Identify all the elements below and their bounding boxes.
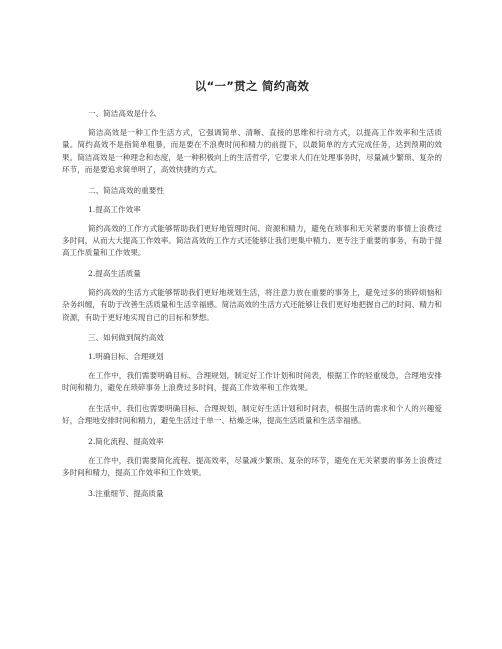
document-title: 以“一”贯之 简约高效 <box>194 79 310 93</box>
paragraph-life-quality: 简约高效的生活方式能够帮助我们更好地规划生活，将注意力放在重要的事务上，避免过多的琐碎烦恼和杂务纠缠，有助于改善生活质量和生活幸福感。简洁高效的生活方式还能够让我们更好地把握自己的时间、精力和资源，有助于更好地实现自己的目标和梦想。 <box>62 287 442 322</box>
paragraph-simplify-process: 在工作中，我们需要简化流程、提高效率，尽量减少繁琐、复杂的环节，避免在无关紧要的事务上浪费过多时间和精力，提高工作效率和工作效果。 <box>62 455 442 478</box>
subheading-details-quality: 3.注重细节、提高质量 <box>88 488 164 498</box>
section-heading-importance: 二、简洁高效的重要性 <box>88 185 164 195</box>
paragraph-work-efficiency: 简约高效的工作方式能够帮助我们更好地管理时间、资源和精力，避免在琐事和无关紧要的事情上浪费过多时间，从而大大提高工作效率。简洁高效的工作方式还能够让我们更集中精力、更专注于重要的事务，有助于提高工作质量和工作效果。 <box>62 223 442 258</box>
paragraph-definition: 简洁高效是一种工作生活方式，它强调简单、清晰、直接的思维和行动方式，以提高工作效率和生活质量。简约高效不是指简单粗暴，而是要在不浪费时间和精力的前提下，以最简单的方式完成任务，达到预期的效果。简洁高效是一种理念和态度，是一种积极向上的生活哲学，它要求人们在处理事务时，尽量减少繁琐、复杂的环节，而是要追求简单明了，高效快捷的方式。 <box>62 128 442 175</box>
subheading-goals-planning: 1.明确目标、合理规划 <box>88 352 164 362</box>
subheading-work-efficiency: 1.提高工作效率 <box>88 204 141 214</box>
paragraph-goals-life: 在生活中，我们也需要明确目标、合理规划，制定好生活计划和时间表，根据生活的需求和个人的兴趣爱好，合理地安排时间和精力，避免生活过于单一、枯燥乏味，提高生活质量和生活幸福感。 <box>62 403 442 426</box>
section-heading-how-to: 三、如何做到简约高效 <box>88 333 164 343</box>
subheading-simplify-process: 2.简化流程、提高效率 <box>88 436 164 446</box>
section-heading-what-is: 一、简洁高效是什么 <box>88 109 157 118</box>
subheading-life-quality: 2.提高生活质量 <box>88 268 141 278</box>
paragraph-goals-work: 在工作中，我们需要明确目标、合理规划，制定好工作计划和时间表，根据工作的轻重缓急，合理地安排时间和精力，避免在琐碎事务上浪费过多时间，提高工作效率和工作效果。 <box>62 371 442 393</box>
